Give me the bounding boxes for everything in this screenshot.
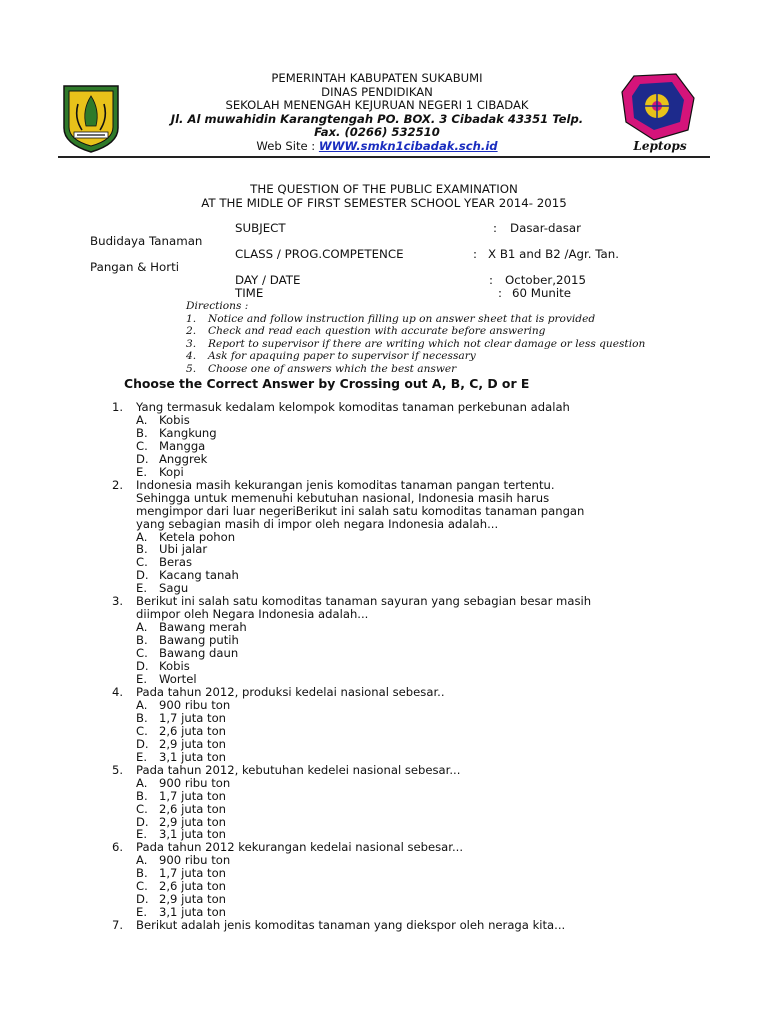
header-fax: Fax. (0266) 532510 <box>314 125 440 140</box>
subject-label: SUBJECT <box>235 221 286 235</box>
option-label: D. <box>136 814 149 829</box>
class-value-continued: Pangan & Horti <box>90 260 180 274</box>
option-text: Bawang putih <box>159 633 239 648</box>
header-address: Jl. Al muwahidin Karangtengah PO. BOX. 3 Cibadak 43351 Telp. <box>170 111 584 126</box>
directions <box>186 300 645 376</box>
day-date-colon: : <box>489 273 493 287</box>
day-date-value: October,2015 <box>505 273 586 287</box>
question-item <box>108 919 688 932</box>
question-text: Berikut adalah jenis komoditas tanaman yang diekspor oleh neraga kita... <box>136 918 566 933</box>
exam-title-line1: THE QUESTION OF THE PUBLIC EXAMINATION <box>250 182 518 196</box>
question-text: Pada tahun 2012 kekurangan kedelai nasional sebesar... <box>136 840 464 855</box>
option-label: A. <box>136 412 148 427</box>
exam-title <box>100 182 668 210</box>
option-label: A. <box>136 775 148 790</box>
option-text: 900 ribu ton <box>159 775 231 790</box>
question-number: 7. <box>112 918 124 933</box>
option-text: Wortel <box>159 672 197 687</box>
option-text: 2,6 juta ton <box>159 879 227 894</box>
exam-title-line2: AT THE MIDLE OF FIRST SEMESTER SCHOOL YEAR 2014- 2015 <box>201 196 567 210</box>
option-text: 900 ribu ton <box>159 697 231 712</box>
direction-item <box>186 325 645 338</box>
option-text: 3,1 juta ton <box>159 749 227 764</box>
question-item <box>108 401 688 479</box>
subject-value-continued: Budidaya Tanaman <box>90 234 203 248</box>
class-value: X B1 and B2 /Agr. Tan. <box>488 247 619 261</box>
option-label: E. <box>136 464 148 479</box>
option-text: Kopi <box>159 464 184 479</box>
question-number: 2. <box>112 477 124 492</box>
question-number: 5. <box>112 762 124 777</box>
option-label: B. <box>136 788 148 803</box>
direction-item <box>186 338 645 351</box>
class-label: CLASS / PROG.COMPETENCE <box>235 247 404 261</box>
option-text: Ketela pohon <box>159 529 236 544</box>
day-date-label: DAY / DATE <box>235 273 301 287</box>
option-label: D. <box>136 568 149 583</box>
option-label: B. <box>136 425 148 440</box>
sukabumi-emblem-icon <box>60 82 122 154</box>
option-label: C. <box>136 438 148 453</box>
option-text: 2,6 juta ton <box>159 801 227 816</box>
answer-option[interactable] <box>136 751 688 764</box>
option-label: C. <box>136 879 148 894</box>
answer-option[interactable] <box>136 660 688 673</box>
option-text: 1,7 juta ton <box>159 710 227 725</box>
website-link[interactable]: WWW.smkn1cibadak.sch.id <box>318 138 498 153</box>
option-label: E. <box>136 581 148 596</box>
school-header <box>140 72 614 154</box>
option-text: Bawang daun <box>159 646 239 661</box>
option-text: Bawang merah <box>159 620 247 635</box>
option-label: E. <box>136 905 148 920</box>
subject-colon: : <box>493 221 497 235</box>
option-label: D. <box>136 892 149 907</box>
direction-number: 1. <box>186 312 197 325</box>
option-text: Kobis <box>159 412 190 427</box>
header-divider <box>58 156 710 158</box>
question-text: Pada tahun 2012, kebutuhan kedelei nasional sebesar... <box>136 762 461 777</box>
option-label: B. <box>136 866 148 881</box>
option-text: 3,1 juta ton <box>159 905 227 920</box>
directions-title: Directions : <box>186 300 249 312</box>
answer-option[interactable] <box>136 647 688 660</box>
question-list <box>108 401 688 932</box>
answer-option[interactable] <box>136 427 688 440</box>
question-number: 3. <box>112 594 124 609</box>
option-text: 900 ribu ton <box>159 853 231 868</box>
question-number: 6. <box>112 840 124 855</box>
website-label: Web Site : <box>256 138 319 153</box>
directions-list <box>186 313 645 376</box>
direction-text: Ask for apaquing paper to supervisor if necessary <box>208 350 476 363</box>
option-label: B. <box>136 710 148 725</box>
option-label: B. <box>136 542 148 557</box>
letterhead <box>0 0 768 170</box>
option-text: 2,9 juta ton <box>159 736 227 751</box>
option-text: Mangga <box>159 438 206 453</box>
leptops-logo <box>614 70 706 154</box>
option-text: Ubi jalar <box>159 542 208 557</box>
header-line-school: SEKOLAH MENENGAH KEJURUAN NEGERI 1 CIBADAK <box>225 98 529 113</box>
option-text: Beras <box>159 555 192 570</box>
direction-number: 2. <box>186 325 197 338</box>
option-text: 2,9 juta ton <box>159 814 227 829</box>
option-label: A. <box>136 697 148 712</box>
option-label: C. <box>136 555 148 570</box>
question-text: Yang termasuk kedalam kelompok komoditas tanaman perkebunan adalah <box>136 400 570 414</box>
question-item <box>108 764 688 842</box>
direction-text: Report to supervisor if there are writing which not clear damage or less question <box>208 337 646 350</box>
option-text: 2,9 juta ton <box>159 892 227 907</box>
answer-option[interactable] <box>136 569 688 582</box>
option-label: D. <box>136 451 149 466</box>
direction-item <box>186 350 645 363</box>
question-item <box>108 686 688 764</box>
option-text: Kacang tanah <box>159 568 239 583</box>
class-colon: : <box>473 247 477 261</box>
option-label: B. <box>136 633 148 648</box>
direction-text: Notice and follow instruction filling up on answer sheet that is provided <box>208 312 596 325</box>
direction-item <box>186 363 645 376</box>
time-value: 60 Munite <box>512 286 572 300</box>
direction-text: Check and read each question with accurate before answering <box>208 325 546 338</box>
direction-number: 3. <box>186 337 197 350</box>
option-text: 2,6 juta ton <box>159 723 227 738</box>
option-label: D. <box>136 659 149 674</box>
question-number: 4. <box>112 684 124 699</box>
question-text: Pada tahun 2012, produksi kedelai nasional sebesar.. <box>136 684 445 699</box>
option-label: A. <box>136 853 148 868</box>
option-text: Kobis <box>159 659 190 674</box>
option-text: Sagu <box>159 581 189 596</box>
direction-number: 5. <box>186 362 197 375</box>
header-website <box>140 140 614 154</box>
option-text: Anggrek <box>159 451 208 466</box>
option-label: D. <box>136 736 149 751</box>
question-number: 1. <box>112 400 124 414</box>
direction-number: 4. <box>186 350 197 363</box>
option-text: 3,1 juta ton <box>159 827 227 842</box>
answer-option[interactable] <box>136 531 688 544</box>
option-text: 1,7 juta ton <box>159 788 227 803</box>
direction-text: Choose one of answers which the best answer <box>208 362 457 375</box>
option-label: E. <box>136 749 148 764</box>
question-item <box>108 479 688 596</box>
option-label: C. <box>136 723 148 738</box>
subject-value: Dasar-dasar <box>510 221 581 235</box>
header-line-government: PEMERINTAH KABUPATEN SUKABUMI <box>271 71 483 85</box>
answer-option[interactable] <box>136 466 688 479</box>
answer-option[interactable] <box>136 453 688 466</box>
answer-option[interactable] <box>136 543 688 556</box>
leptops-emblem-icon <box>614 70 706 154</box>
question-item <box>108 841 688 919</box>
option-text: 1,7 juta ton <box>159 866 227 881</box>
option-label: C. <box>136 801 148 816</box>
option-label: E. <box>136 827 148 842</box>
header-line-department: DINAS PENDIDIKAN <box>321 84 433 99</box>
option-label: A. <box>136 620 148 635</box>
answer-option[interactable] <box>136 414 688 427</box>
question-text: Berikut ini salah satu komoditas tanaman sayuran yang sebagian besar masih diimpor oleh Negara Indonesia adalah... <box>136 594 592 622</box>
option-label: C. <box>136 646 148 661</box>
leptops-logo-text: Leptops <box>633 139 687 153</box>
option-label: A. <box>136 529 148 544</box>
direction-item <box>186 313 645 326</box>
time-colon: : <box>498 286 502 300</box>
answer-instruction: Choose the Correct Answer by Crossing out A, B, C, D or E <box>124 376 530 391</box>
question-text: Indonesia masih kekurangan jenis komoditas tanaman pangan tertentu. Sehingga untuk memenuhi kebutuhan nasional, Indonesia masih harus mengimpor dari luar negeriBerikut ini salah satu komoditas tanaman pangan yang sebagian masih di impor oleh negara Indonesia adalah... <box>136 477 585 531</box>
option-label: E. <box>136 672 148 687</box>
time-label: TIME <box>235 286 264 300</box>
answer-option[interactable] <box>136 440 688 453</box>
option-text: Kangkung <box>159 425 217 440</box>
question-item <box>108 595 688 686</box>
